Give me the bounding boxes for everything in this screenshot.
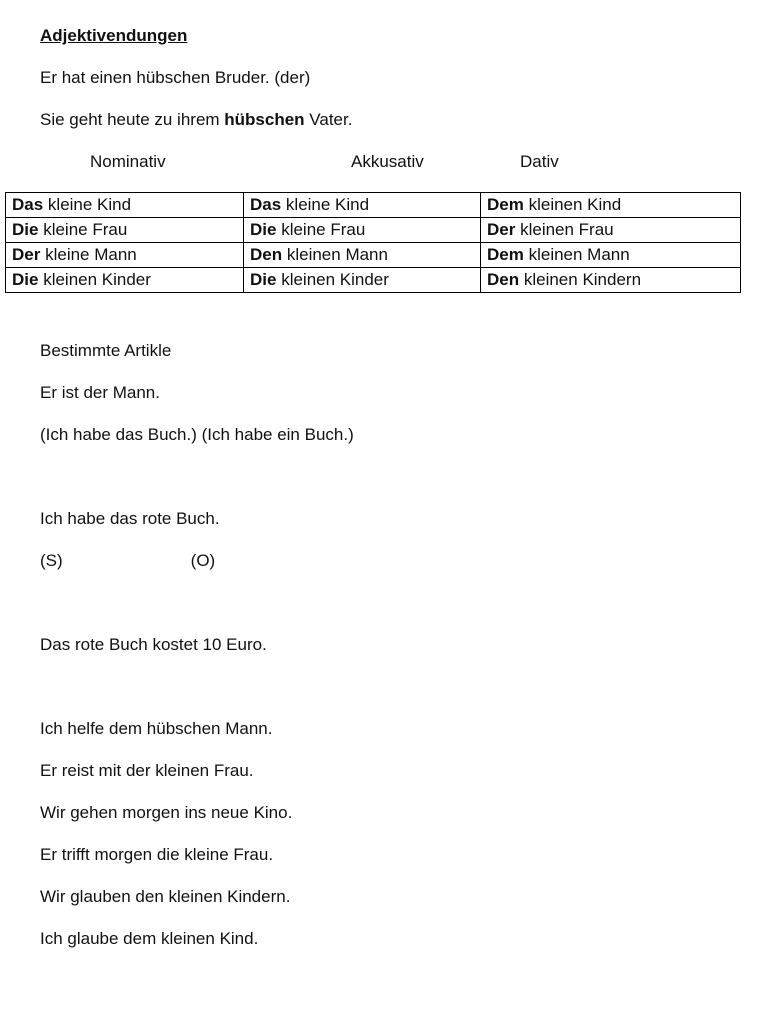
cell-article: Die bbox=[250, 220, 277, 239]
cell-article: Der bbox=[12, 245, 41, 264]
cell-phrase: kleinen Mann bbox=[282, 245, 388, 264]
cell-article: Das bbox=[250, 195, 282, 214]
intro-sentence-2-pre: Sie geht heute zu ihrem bbox=[40, 110, 225, 129]
table-cell bbox=[481, 193, 741, 218]
cell-article: Das bbox=[12, 195, 44, 214]
cell-phrase: kleine Frau bbox=[276, 220, 366, 239]
example-line: Wir glauben den kleinen Kindern. bbox=[40, 887, 291, 906]
example-line: Das rote Buch kostet 10 Euro. bbox=[40, 635, 267, 654]
cell-phrase: kleinen Kind bbox=[523, 195, 622, 214]
table-row bbox=[6, 218, 741, 243]
cell-phrase: kleine Mann bbox=[40, 245, 137, 264]
table-cell bbox=[6, 243, 244, 268]
table-cell bbox=[481, 268, 741, 293]
document-heading: Adjektivendungen bbox=[40, 26, 188, 45]
cell-phrase: kleinen Mann bbox=[523, 245, 630, 264]
cell-article: Dem bbox=[487, 245, 524, 264]
example-line: Ich habe das rote Buch. bbox=[40, 509, 220, 528]
cell-article: Die bbox=[12, 270, 39, 289]
cell-phrase: kleine Kind bbox=[43, 195, 132, 214]
example-line: Er reist mit der kleinen Frau. bbox=[40, 761, 254, 780]
cell-article: Dem bbox=[487, 195, 524, 214]
intro-sentence-2 bbox=[40, 109, 352, 131]
table-row bbox=[6, 268, 741, 293]
table-cell bbox=[6, 193, 244, 218]
object-marker: (O) bbox=[190, 551, 216, 570]
cell-phrase: kleinen Kinder bbox=[276, 270, 389, 289]
example-line: Er trifft morgen die kleine Frau. bbox=[40, 845, 274, 864]
example-line: (Ich habe das Buch.) (Ich habe ein Buch.) bbox=[40, 425, 354, 444]
cell-article: Den bbox=[250, 245, 283, 264]
table-row bbox=[6, 243, 741, 268]
table-cell bbox=[481, 243, 741, 268]
intro-sentence-1: Er hat einen hübschen Bruder. (der) bbox=[40, 68, 311, 87]
subject-object-markers bbox=[40, 550, 215, 572]
cell-article: Der bbox=[487, 220, 516, 239]
declension-table bbox=[5, 192, 741, 293]
cell-article: Die bbox=[250, 270, 277, 289]
table-cell bbox=[6, 218, 244, 243]
table-cell bbox=[244, 218, 481, 243]
table-cell bbox=[244, 243, 481, 268]
column-header-dativ: Dativ bbox=[520, 152, 559, 171]
subject-marker: (S) bbox=[40, 551, 63, 570]
example-line: Er ist der Mann. bbox=[40, 383, 160, 402]
cell-phrase: kleinen Frau bbox=[515, 220, 614, 239]
table-row bbox=[6, 193, 741, 218]
intro-sentence-2-bold: hübschen bbox=[224, 110, 305, 129]
cell-phrase: kleinen Kinder bbox=[38, 270, 151, 289]
column-header-akkusativ: Akkusativ bbox=[351, 152, 424, 171]
cell-article: Den bbox=[487, 270, 520, 289]
example-line: Ich glaube dem kleinen Kind. bbox=[40, 929, 259, 948]
table-cell bbox=[6, 268, 244, 293]
example-line: Ich helfe dem hübschen Mann. bbox=[40, 719, 273, 738]
cell-phrase: kleine Frau bbox=[38, 220, 128, 239]
example-line: Wir gehen morgen ins neue Kino. bbox=[40, 803, 293, 822]
column-header-nominativ: Nominativ bbox=[90, 152, 166, 171]
table-cell bbox=[244, 193, 481, 218]
table-cell bbox=[481, 218, 741, 243]
cell-article: Die bbox=[12, 220, 39, 239]
cell-phrase: kleinen Kindern bbox=[519, 270, 642, 289]
section-title: Bestimmte Artikle bbox=[40, 341, 172, 360]
table-cell bbox=[244, 268, 481, 293]
intro-sentence-2-post: Vater. bbox=[304, 110, 353, 129]
cell-phrase: kleine Kind bbox=[281, 195, 370, 214]
